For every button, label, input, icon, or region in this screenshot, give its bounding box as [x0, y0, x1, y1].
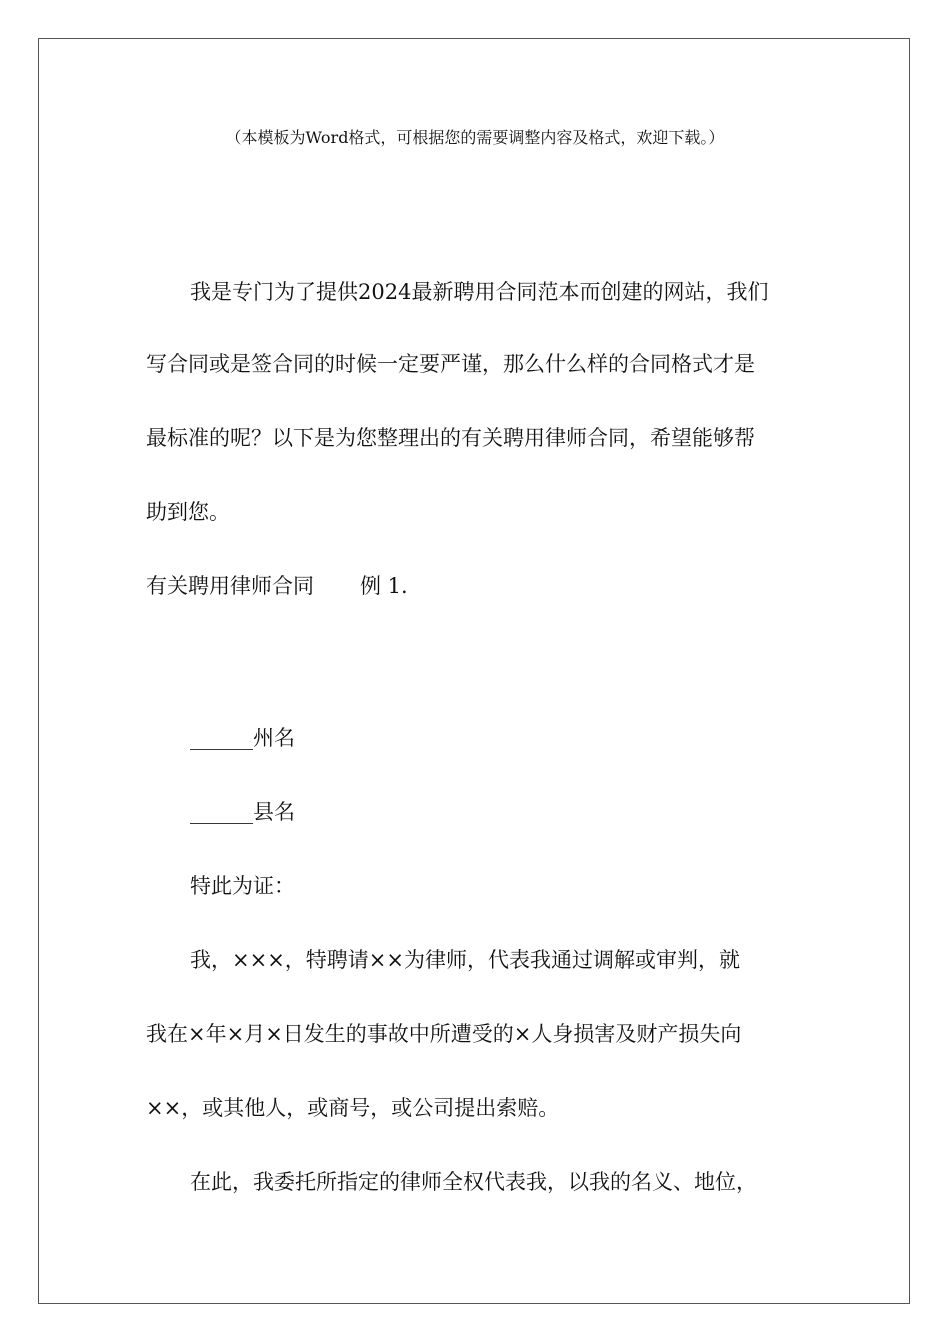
- intro-line-3: 最标准的呢？以下是为您整理出的有关聘用律师合同，希望能够帮: [146, 426, 755, 450]
- body-line-1: 我，×××，特聘请××为律师，代表我通过调解或审判，就: [190, 948, 740, 972]
- intro-line-1: 我是专门为了提供2024最新聘用合同范本而创建的网站，我们: [190, 280, 769, 304]
- county-field: ______县名: [190, 800, 295, 824]
- section-title: 有关聘用律师合同: [146, 574, 314, 598]
- state-field: ______州名: [190, 726, 295, 750]
- intro-line-2: 写合同或是签合同的时候一定要严谨，那么什么样的合同格式才是: [146, 352, 755, 376]
- intro-line-4: 助到您。: [146, 500, 230, 524]
- section-example: 例 1.: [360, 574, 408, 598]
- section-heading: [146, 572, 408, 600]
- body-line-3: ××，或其他人，或商号，或公司提出索赔。: [146, 1096, 560, 1120]
- witness-line: 特此为证：: [190, 874, 295, 898]
- template-note: （本模板为Word格式，可根据您的需要调整内容及格式，欢迎下载。）: [225, 128, 725, 147]
- body-line-4: 在此，我委托所指定的律师全权代表我，以我的名义、地位，: [190, 1170, 757, 1194]
- body-line-2: 我在×年×月×日发生的事故中所遭受的×人身损害及财产损失向: [146, 1022, 742, 1046]
